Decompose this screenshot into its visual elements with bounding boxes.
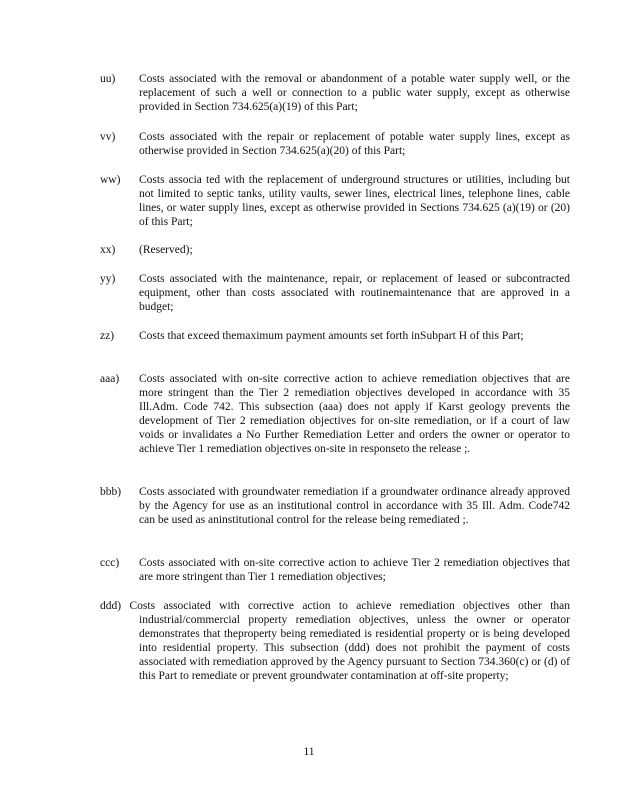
item-text: Costs that exceed themaximum payment amounts set forth inSubpart H of this Part;	[139, 330, 524, 342]
item-label: bbb)	[100, 486, 122, 498]
item-text: Costs associated with the removal or abandonment of a potable water supply well, or the replacement of such a well or connection to a public water supply, except as otherwise provided in Section 734.625(a)(19) of this Part;	[139, 73, 570, 113]
item-label: uu)	[100, 73, 116, 85]
list-item-uu	[100, 72, 570, 114]
item-label: yy)	[100, 273, 116, 285]
item-label: ddd)	[100, 600, 122, 612]
list-item-zz	[100, 329, 570, 343]
item-label: ccc)	[100, 557, 120, 569]
list-item-yy	[100, 272, 570, 314]
list-item-aaa	[100, 372, 570, 456]
item-text: Costs associated with the repair or replacement of potable water supply lines, except as otherwise provided in Section 734.625(a)(20) of this Part;	[139, 131, 570, 157]
list-item-ccc	[100, 556, 570, 584]
item-label: aaa)	[100, 373, 120, 385]
page-number: 11	[303, 746, 315, 758]
list-item-vv	[100, 130, 570, 158]
item-text: Costs associated with on-site corrective action to achieve remediation objectives that are more stringent than the Tier 2 remediation objectives developed in accordance with 35 Ill.Adm. Code 742. This subsection (aaa) does not apply if Karst geology prevents the development of Tier 2 remediation objectives for on-site remediation, or if a court of law voids or invalidates a No Further Remediation Letter and orders the owner or operator to achieve Tier 1 remediation objectives on-site in responseto the release ;.	[139, 373, 570, 455]
item-text: Costs associated with groundwater remediation if a groundwater ordinance already approved by the Agency for use as an institutional control in accordance with 35 Ill. Adm. Code742 can be used as aninstitutional control for the release being remediated ;.	[139, 486, 570, 526]
item-text: Costs associated with on-site corrective action to achieve Tier 2 remediation objectives that are more stringent than Tier 1 remediation objectives;	[139, 557, 570, 583]
item-text: Costs associated with the maintenance, repair, or replacement of leased or subcontracted equipment, other than costs associated with routinemaintenance that are approved in a budget;	[139, 273, 570, 313]
item-label: vv)	[100, 131, 116, 143]
list-item-xx	[100, 243, 570, 257]
item-text	[100, 599, 571, 683]
item-label: xx)	[100, 244, 116, 256]
list-item-ddd	[100, 599, 570, 683]
item-text: (Reserved);	[139, 244, 193, 256]
item-label: ww)	[100, 174, 121, 186]
item-text: Costs associa ted with the replacement of underground structures or utilities, including but not limited to septic tanks, utility vaults, sewer lines, electrical lines, telephone lines, cable lines, or water supply lines, except as otherwise provided in Sections 734.625 (a)(19) or (20) of this Part;	[139, 174, 570, 228]
list-item-ww	[100, 173, 570, 229]
item-label: zz)	[100, 330, 115, 342]
list-item-bbb	[100, 485, 570, 527]
item-body: Costs associated with corrective action to achieve remediation objectives other than industrial/commercial property remediation objectives, unless the owner or operator demonstrates that theproperty being remediated is residential property or is being developed into residential property. This subsection (ddd) does not prohibit the payment of costs associated with remediation approved by the Agency pursuant to Section 734.360(c) or (d) of this Part to remediate or prevent groundwater contamination at off-site property;	[129, 600, 571, 682]
